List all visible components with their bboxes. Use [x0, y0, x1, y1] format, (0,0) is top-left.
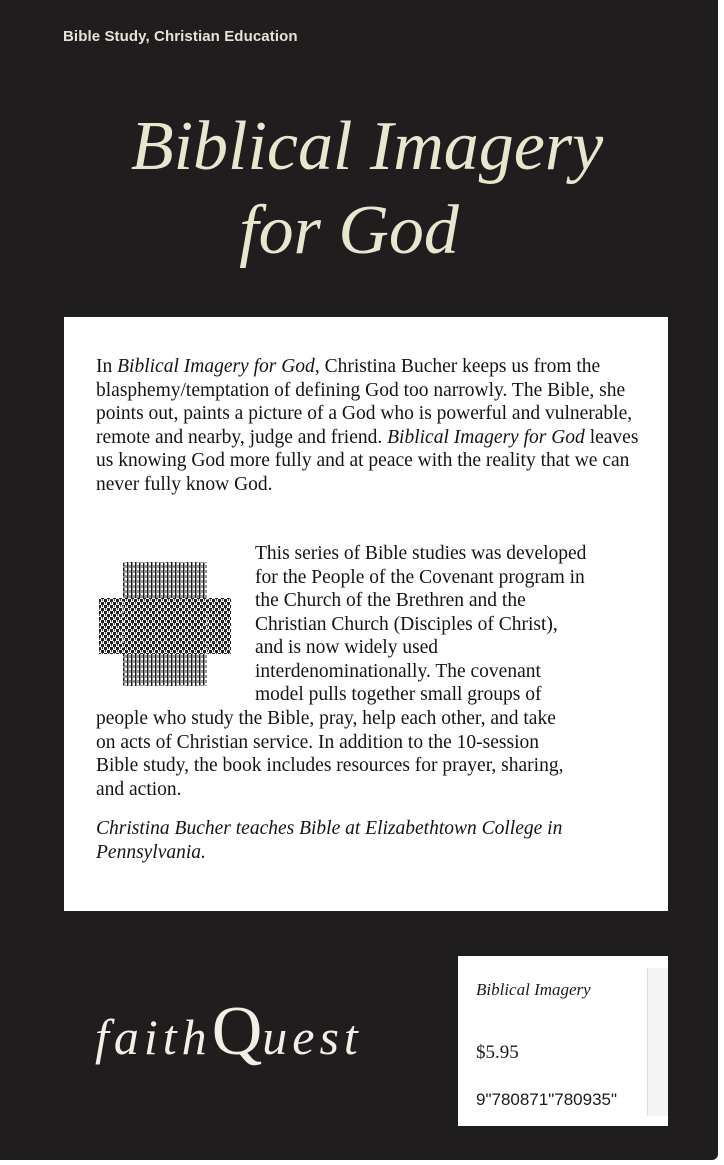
text-line: and action. — [96, 778, 182, 800]
text-line: This series of Bible studies was developed — [255, 543, 587, 564]
book-title-line-1: Biblical Imagery — [130, 108, 604, 185]
italic-book-title: Biblical Imagery for God — [117, 356, 315, 377]
sticker-barcode-number: 9"780871"780935" — [476, 1090, 618, 1109]
logo-text: faith — [95, 1009, 212, 1065]
category-label: Bible Study, Christian Education — [63, 28, 298, 45]
sticker-price: $5.95 — [476, 1042, 519, 1063]
text-line: on acts of Christian service. In addition to the 10-session — [96, 731, 539, 753]
text-line: and is now widely used — [255, 637, 439, 658]
logo-text: uest — [262, 1009, 363, 1065]
logo-letter-q: Q — [211, 993, 263, 1070]
series-paragraph-wrapped — [255, 542, 645, 707]
text-line: for the People of the Covenant program in — [255, 566, 585, 588]
book-title-line-2: for God — [239, 192, 459, 269]
text-segment: In — [96, 356, 118, 377]
text-segment: , Christina Bucher keeps us from the blasphemy/temptation of defining God too narrowly. The Bible, she points out, paints a picture of a God who is powerful and vulnerable, remote and nearby, judge and friend. — [96, 356, 633, 448]
sticker-title: Biblical Imagery — [476, 980, 591, 999]
text-segment: leaves us knowing God more fully and at peace with the reality that we can never fully know God. — [96, 426, 639, 495]
text-line: interdenominationally. The covenant — [255, 660, 541, 682]
text-line: model pulls together small groups of — [255, 684, 542, 705]
author-note: Christina Bucher teaches Bible at Elizabethtown College in Pennsylvania. — [96, 818, 563, 863]
price-sticker — [458, 956, 668, 1126]
text-line: Bible study, the book includes resources for prayer, sharing, — [96, 755, 564, 776]
italic-book-title: Biblical Imagery for God — [387, 426, 585, 448]
description-paragraph — [96, 355, 644, 496]
series-paragraph-full — [96, 707, 644, 801]
text-line: Christian Church (Disciples of Christ), — [255, 613, 558, 635]
text-line: the Church of the Brethren and the — [255, 590, 526, 611]
sticker-tab — [647, 968, 668, 1116]
text-line: people who study the Bible, pray, help each other, and take — [96, 708, 556, 729]
description-panel — [64, 317, 668, 911]
woven-cross-icon — [95, 554, 235, 694]
faithquest-logo — [95, 992, 363, 1072]
